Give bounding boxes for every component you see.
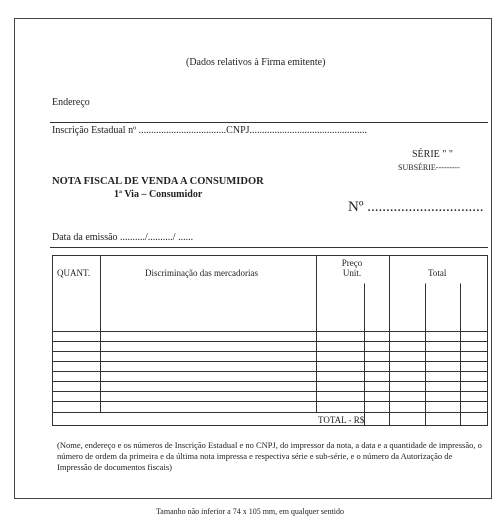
- issue-date: Data da emissão ........../........../ ......: [52, 232, 194, 243]
- column-header-unit-price: Preço Unit.: [341, 258, 363, 278]
- printer-info-note: (Nome, endereço e os números de Inscrição Estadual e no CNPJ, do impressor da nota, a data e a quantidade de impressão, o número de ordem da primeira e da última nota impressa e respectiva série e sub-série, e o número da Autorização de Impressão de documentos fiscais): [57, 440, 482, 472]
- column-header-total: Total: [428, 268, 447, 278]
- column-header-description: Discriminação das mercadorias: [145, 268, 258, 278]
- state-registration-line: Inscrição Estadual nº ...................................CNPJ...............................................: [52, 125, 368, 136]
- copy-label: 1ª Via – Consumidor: [114, 189, 203, 200]
- issuer-data-label: (Dados relativos à Firma emitente): [186, 57, 326, 68]
- address-label: Endereço: [52, 97, 90, 108]
- column-header-quant: QUANT.: [57, 268, 91, 278]
- invoice-number: Nº ...............................: [348, 199, 484, 215]
- table-border: [53, 256, 488, 426]
- size-note: Tamanho não inferior a 74 x 105 mm, em qualquer sentido: [155, 507, 345, 516]
- subseries-label: SUBSÉRIE---------: [398, 163, 460, 172]
- document-title: NOTA FISCAL DE VENDA A CONSUMIDOR: [52, 176, 264, 187]
- series-label: SÉRIE " ": [412, 149, 453, 160]
- total-label: TOTAL - R$: [318, 415, 365, 425]
